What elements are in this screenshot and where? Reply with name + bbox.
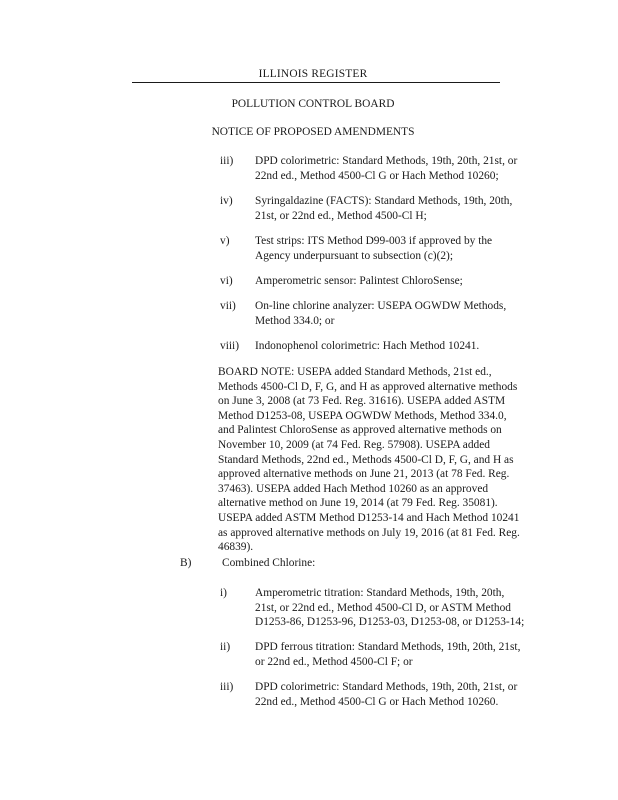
section-label: B) xyxy=(180,557,192,569)
note-line: November 10, 2009 (at 74 Fed. Reg. 57908). USEPA added xyxy=(218,438,490,451)
item-line: 21st, or 22nd ed., Method 4500-Cl H; xyxy=(255,209,427,222)
item-text xyxy=(255,339,560,354)
item-line: 22nd ed., Method 4500-Cl G or Hach Method 10260. xyxy=(255,695,499,708)
note-line: Standard Methods, 22nd ed., Methods 4500-Cl D, F, G, and H as xyxy=(218,453,514,466)
note-line: 46839). xyxy=(218,541,254,554)
item-line: DPD colorimetric: Standard Methods, 19th, 20th, 21st, or xyxy=(255,155,518,167)
item-line: On-line chlorine analyzer: USEPA OGWDW Methods, xyxy=(255,300,507,312)
item-line: Test strips: ITS Method D99-003 if approved by the xyxy=(255,235,493,247)
item-line: Amperometric titration: Standard Methods, 19th, 20th, xyxy=(255,587,505,599)
note-line: Method D1253-08, USEPA OGWDW Methods, Method 334.0, xyxy=(218,409,507,422)
item-text xyxy=(255,640,560,669)
note-line: USEPA added ASTM Method D1253-14 and Hach Method 10241 xyxy=(218,511,520,524)
item-text xyxy=(255,274,560,289)
item-line: Syringaldazine (FACTS): Standard Methods, 19th, 20th, xyxy=(255,195,513,207)
note-line: BOARD NOTE: USEPA added Standard Methods, 21st ed., xyxy=(218,366,492,378)
item-line: or 22nd ed., Method 4500-Cl F; or xyxy=(255,655,413,668)
item-line: D1253-86, D1253-96, D1253-03, D1253-08, or D1253-14; xyxy=(255,616,525,629)
item-number: vi) xyxy=(220,275,233,287)
item-number: iv) xyxy=(220,195,233,207)
note-line: approved alternative methods on June 21, 2013 (at 78 Fed. Reg. xyxy=(218,468,510,481)
item-text xyxy=(255,586,560,630)
item-number: v) xyxy=(220,235,230,247)
note-line: as approved alternative methods on July 19, 2016 (at 81 Fed. Reg. xyxy=(218,526,520,539)
item-number: iii) xyxy=(220,155,234,167)
item-line: DPD colorimetric: Standard Methods, 19th, 20th, 21st, or xyxy=(255,681,518,693)
note-line: Methods 4500-Cl D, F, G, and H as approved alternative methods xyxy=(218,380,518,393)
agency-name: POLLUTION CONTROL BOARD xyxy=(231,98,395,110)
item-number: iii) xyxy=(220,681,234,693)
note-line: and Palintest ChloroSense as approved alternative methods on xyxy=(218,424,502,437)
item-text xyxy=(255,234,560,263)
item-text xyxy=(255,154,560,183)
item-line: Agency underpursuant to subsection (c)(2); xyxy=(255,249,454,262)
notice-title: NOTICE OF PROPOSED AMENDMENTS xyxy=(211,126,415,138)
item-line: Indonophenol colorimetric: Hach Method 10241. xyxy=(255,340,480,352)
register-title: ILLINOIS REGISTER xyxy=(258,68,368,80)
board-note xyxy=(218,365,563,555)
item-line: Method 334.0; or xyxy=(255,314,335,327)
item-line: 21st, or 22nd ed., Method 4500-Cl D, or ASTM Method xyxy=(255,601,511,614)
item-text xyxy=(255,194,560,223)
item-line: DPD ferrous titration: Standard Methods, 19th, 20th, 21st, xyxy=(255,641,521,653)
item-number: viii) xyxy=(220,340,239,352)
item-line: Amperometric sensor: Palintest ChloroSense; xyxy=(255,275,463,287)
note-line: alternative method on June 19, 2014 (at 79 Fed. Reg. 35081). xyxy=(218,497,498,510)
section-title: Combined Chlorine: xyxy=(222,557,316,569)
note-line: on June 3, 2008 (at 73 Fed. Reg. 31616). USEPA added ASTM xyxy=(218,395,506,408)
item-number: i) xyxy=(220,587,227,599)
item-text xyxy=(255,299,560,328)
header-rule xyxy=(132,82,500,83)
item-number: ii) xyxy=(220,641,231,653)
item-line: 22nd ed., Method 4500-Cl G or Hach Method 10260; xyxy=(255,169,499,182)
item-text xyxy=(255,680,560,709)
item-number: vii) xyxy=(220,300,236,312)
note-line: 37463). USEPA added Hach Method 10260 as an approved xyxy=(218,482,489,495)
